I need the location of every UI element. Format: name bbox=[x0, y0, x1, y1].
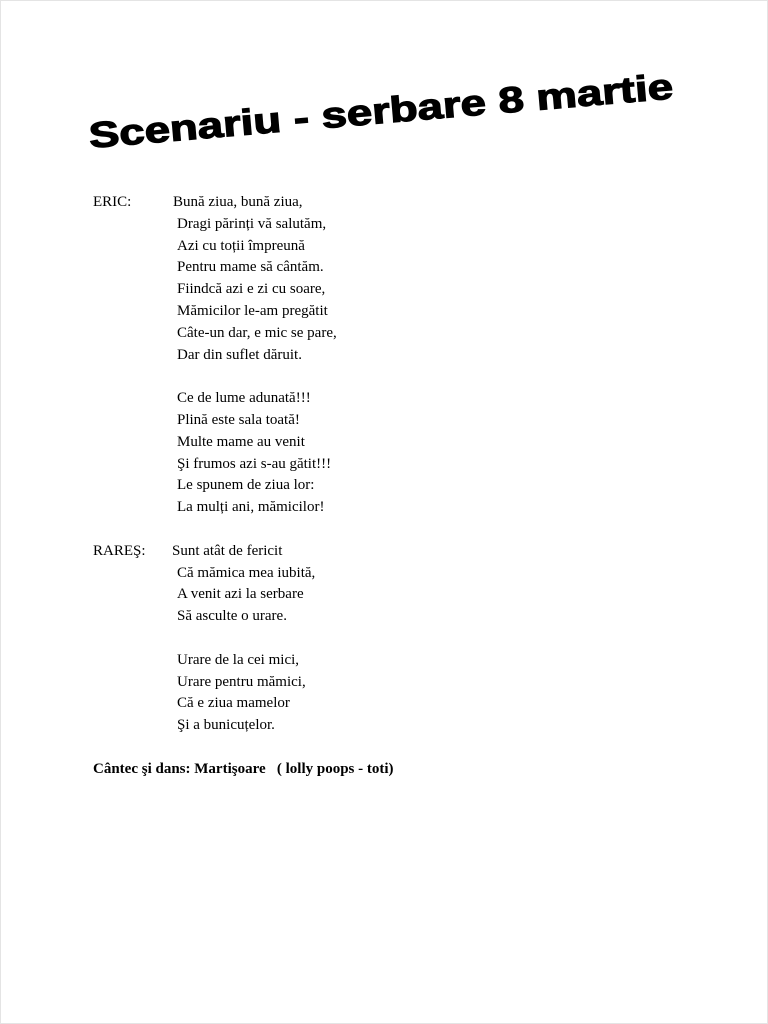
stanza-gap bbox=[93, 628, 713, 650]
document-title bbox=[87, 65, 688, 168]
verse-line: Să asculte o urare. bbox=[177, 608, 287, 625]
section-gap bbox=[93, 519, 713, 541]
stanza-gap bbox=[93, 366, 713, 388]
verse-line: Urare pentru mămici, bbox=[177, 673, 306, 690]
verse-line: Că e ziua mamelor bbox=[177, 695, 290, 712]
verse-line: A venit azi la serbare bbox=[177, 586, 304, 603]
verse-line: Sunt atât de fericit bbox=[172, 542, 283, 559]
section-gap bbox=[93, 737, 713, 759]
verse-line: Multe mame au venit bbox=[177, 433, 305, 450]
speaker-label-eric: ERIC: bbox=[93, 194, 132, 210]
verse-line: Dragi părinți vă salutăm, bbox=[177, 215, 327, 232]
verse-line: Le spunem de ziua lor: bbox=[177, 477, 315, 494]
title-text: Scenariu - serbare 8 martie bbox=[87, 65, 670, 156]
verse-line: Că mămica mea iubită, bbox=[177, 564, 316, 581]
eric-first-line bbox=[93, 192, 713, 214]
speaker-label-rares: RAREŞ: bbox=[93, 542, 146, 559]
script-body bbox=[93, 192, 713, 781]
verse-line: Câte-un dar, e mic se pare, bbox=[177, 324, 337, 341]
verse-line: Bună ziua, bună ziua, bbox=[173, 194, 303, 210]
verse-line: Mămicilor le-am pregătit bbox=[177, 302, 328, 319]
verse-line: Dar din suflet dăruit. bbox=[177, 346, 302, 363]
verse-line: Şi a bunicuțelor. bbox=[177, 717, 275, 734]
verse-line: Şi frumos azi s-au gătit!!! bbox=[177, 455, 332, 472]
verse-line: Azi cu toții împreună bbox=[177, 237, 305, 254]
verse-line: Urare de la cei mici, bbox=[177, 651, 300, 668]
verse-line: Plină este sala toată! bbox=[177, 411, 300, 428]
song-dance-note: Cântec şi dans: Martişoare ( lolly poops - toti) bbox=[93, 760, 394, 777]
verse-line: La mulți ani, mămicilor! bbox=[177, 499, 325, 516]
verse-line: Pentru mame să cântăm. bbox=[177, 259, 324, 276]
verse-line: Fiindcă azi e zi cu soare, bbox=[177, 281, 326, 298]
rares-first-line bbox=[93, 541, 713, 563]
verse-line: Ce de lume adunată!!! bbox=[177, 390, 311, 407]
